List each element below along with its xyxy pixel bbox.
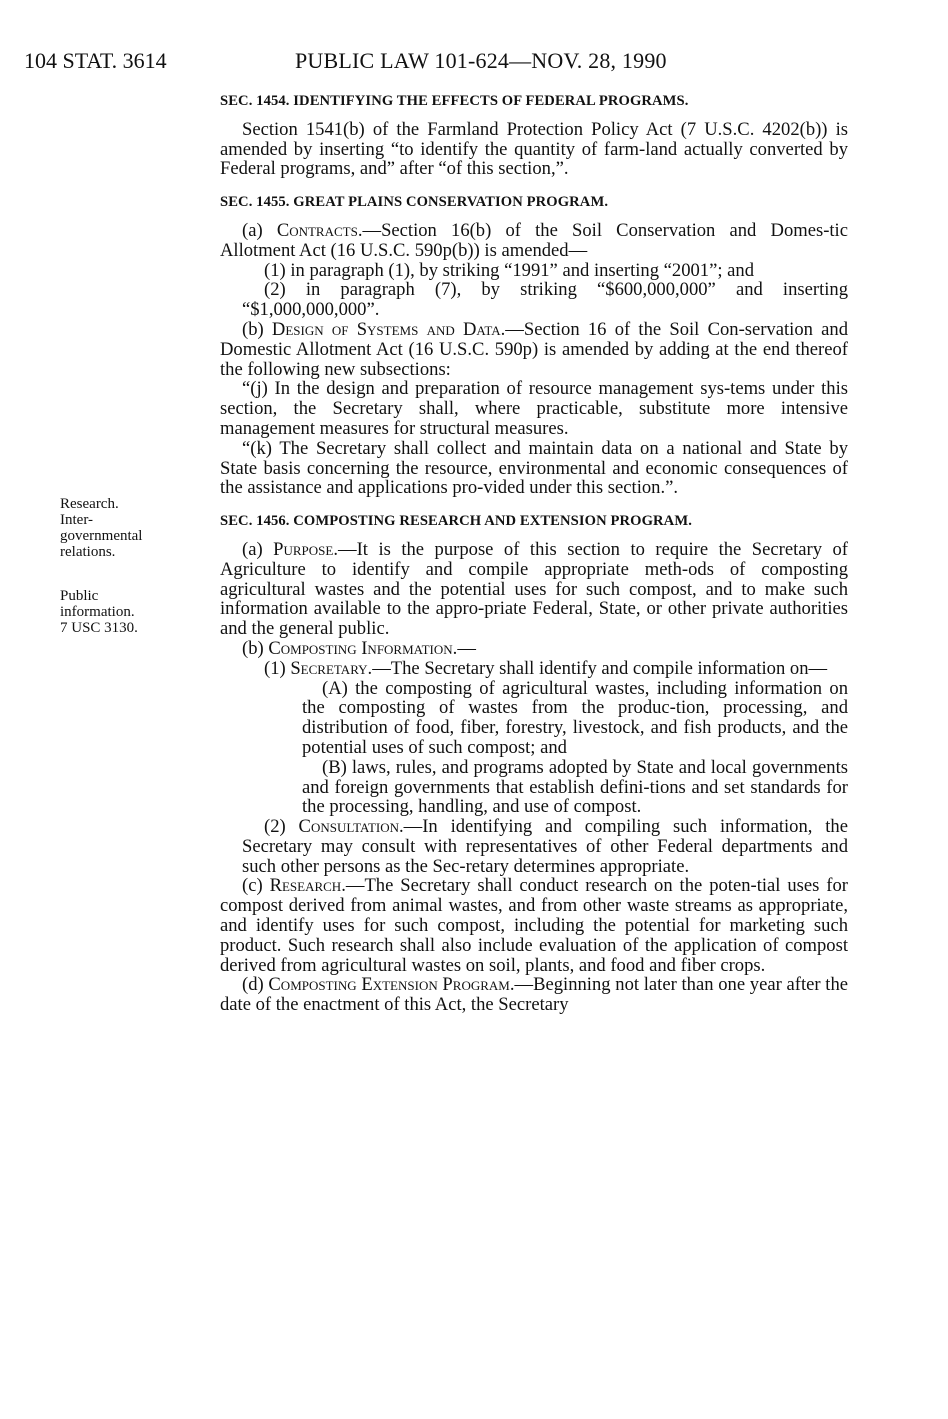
subsection-label: (b): [242, 637, 269, 659]
margin-note-line: governmental: [60, 528, 143, 544]
subsection-label: (c): [242, 875, 270, 897]
section-heading-1455: SEC. 1455. GREAT PLAINS CONSERVATION PROGRAM.: [220, 194, 609, 211]
subsection-label: (b): [242, 318, 272, 340]
subsection-text: —Beginning not later than one year after the date of the enactment of this Act, the Secretary: [220, 974, 848, 1016]
subsection-b-design: [220, 320, 848, 379]
margin-note-public-information: [60, 588, 210, 636]
margin-note-line: Research.: [60, 496, 119, 512]
subsection-b-composting-information: [220, 639, 848, 659]
paragraph-label: (1): [264, 657, 291, 679]
new-subsection-j: “(j) In the design and preparation of resource management sys-tems under this section, the Secretary shall, where practicable, substitute more intensive management measures for structural measures.: [220, 378, 848, 439]
section-1454-text: Section 1541(b) of the Farmland Protection Policy Act (7 U.S.C. 4202(b)) is amended by inserting “to identify the quantity of farm-land actually converted by Federal programs, and” after “of this section,”.: [220, 118, 848, 180]
subsection-c-research: [220, 876, 848, 975]
paragraph-item-2: (2) in paragraph (7), by striking “$600,000,000” and inserting “$1,000,000,000”.: [242, 279, 848, 321]
subsection-title: Contracts.: [276, 219, 363, 241]
subsection-label: (d): [242, 974, 269, 996]
paragraph-text: —In identifying and compiling such information, the Secretary may consult with representatives of other Federal departments and such other persons as the Sec-retary determines appropriate.: [242, 816, 848, 877]
margin-note-line: information.: [60, 604, 135, 620]
margin-note-line: Inter-: [60, 512, 94, 528]
margin-note-line: 7 USC 3130.: [60, 620, 138, 636]
subsection-dash: —: [457, 637, 476, 659]
section-heading-1454: SEC. 1454. IDENTIFYING THE EFFECTS OF FEDERAL PROGRAMS.: [220, 93, 689, 109]
subsection-title: Research.: [269, 875, 346, 897]
paragraph-2-consultation: [220, 817, 848, 876]
statute-page-number: 104 STAT. 3614: [24, 48, 167, 73]
paragraph-label: (2): [264, 816, 299, 838]
document-body: [220, 92, 848, 1015]
subsection-text: —The Secretary shall conduct research on the poten-tial uses for compost derived from animal wastes, and from other waste streams as appropriate, and identify uses for such compost, including the potential for marketing such product. Such research shall also include evaluation of the application of compost derived from agricultural wastes on soil, plants, and food and fiber crops.: [220, 875, 848, 976]
subsection-text: —Section 16 of the Soil Con-servation and Domestic Allotment Act (16 U.S.C. 590p) is amended by adding at the end thereof the following new subsections:: [220, 318, 848, 380]
subsection-label: (a): [242, 219, 277, 241]
section-heading-1456: SEC. 1456. COMPOSTING RESEARCH AND EXTENSION PROGRAM.: [220, 513, 692, 530]
subsection-a-purpose: [220, 540, 848, 639]
margin-note-line: Public: [60, 588, 99, 604]
paragraph-title: Consultation.: [298, 816, 404, 838]
subsection-text: —It is the purpose of this section to require the Secretary of Agriculture to identify and compile appropriate meth-ods of composting agricultural wastes and the potential uses for such compost, and to make such information available to the appro-priate Federal, State, or other private authorities and the general public.: [220, 538, 848, 640]
new-subsection-k: “(k) The Secretary shall collect and maintain data on a national and State by State basis concerning the resource, environmental and economic consequences of the assistance and applications pro-vided under this section.”.: [220, 437, 848, 499]
paragraph-title: Secretary.: [290, 657, 373, 679]
subsection-title: Composting Extension Program.: [268, 974, 515, 996]
margin-note-research: [60, 496, 210, 560]
public-law-title: PUBLIC LAW 101-624—NOV. 28, 1990: [295, 48, 667, 73]
subsection-a-contracts: [220, 221, 848, 261]
subsection-d-extension-program: [220, 975, 848, 1015]
subsection-title: Design of Systems and Data.: [271, 318, 506, 340]
subsection-text: —Section 16(b) of the Soil Conservation and Domes-tic Allotment Act (16 U.S.C. 590p(b)) is amended—: [220, 219, 848, 261]
subsection-label: (a): [242, 538, 274, 560]
paragraph-1-secretary: [220, 659, 848, 679]
margin-note-line: relations.: [60, 544, 116, 560]
paragraph-text: —The Secretary shall identify and compile information on—: [372, 657, 828, 679]
subsection-title: Purpose.: [273, 538, 338, 560]
paragraph-item-1: (1) in paragraph (1), by striking “1991” and inserting “2001”; and: [264, 259, 755, 281]
subparagraph-a: (A) the composting of agricultural wastes, including information on the composting of wastes from the produc-tion, processing, and distribution of food, fiber, forestry, livestock, and fish products, and the potential uses of such compost; and: [302, 677, 848, 758]
subparagraph-b: (B) laws, rules, and programs adopted by State and local governments and foreign governments that establish defini-tions and set standards for the processing, handling, and use of compost.: [302, 756, 848, 818]
page-header: [0, 44, 948, 84]
subsection-title: Composting Information.: [268, 637, 458, 659]
